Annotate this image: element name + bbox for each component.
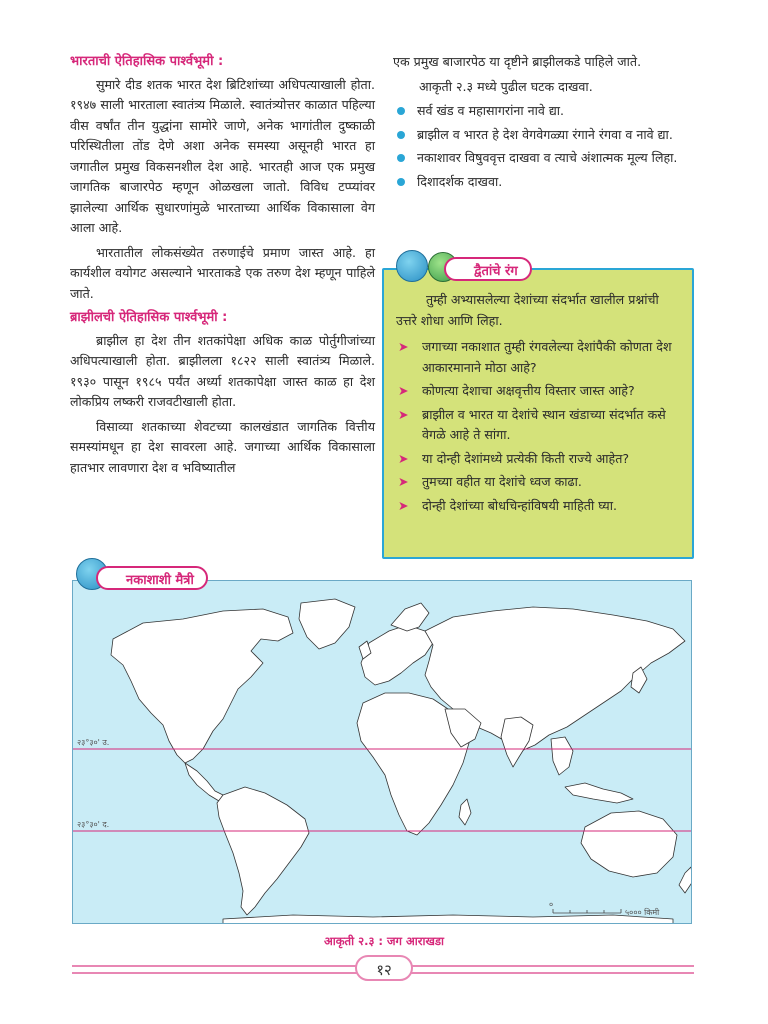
india-paragraph-1: सुमारे दीड शतक भारत देश ब्रिटिशांच्या अधिपत्याखाली होता. १९४७ साली भारताला स्वातंत्र्य मिळाले. स्वातंत्र्योत्तर काळात पहिल्या वीस वर्षांत तीन युद्धांना सामोरे जाणे, अनेक भागांतील दुष्काळी परिस्थितीला तोंड देणे अशा अनेक समस्या असूनही भारत हा जगातील प्रमुख विकसनशील देश आहे. भारतही आज एक प्रमुख जागतिक बाजारपेठ म्हणून ओळखला जातो. विविध टप्प्यांवर झालेल्या आर्थिक सुधारणांमुळे भारताच्या आर्थिक विकासाला वेग आला आहे. xyxy=(70,76,375,235)
arrow-icon: ➤ xyxy=(398,474,409,489)
central-america-shape xyxy=(185,763,223,801)
bullet-dot-icon xyxy=(397,107,405,115)
continuation-text: एक प्रमुख बाजारपेठ या दृष्टीने ब्राझीलकडे पाहिले जाते. xyxy=(393,54,642,69)
australia-shape xyxy=(581,811,677,877)
arrow-icon: ➤ xyxy=(398,383,409,398)
new-zealand-shape xyxy=(679,867,692,893)
arrow-icon: ➤ xyxy=(398,450,409,466)
arrow-icon: ➤ xyxy=(398,406,409,422)
question-box-title: द्वैतांचे रंग xyxy=(444,257,532,281)
bullet-dot-icon xyxy=(397,154,405,162)
world-map-svg xyxy=(73,581,692,924)
madagascar-shape xyxy=(459,799,471,825)
south-america-shape xyxy=(217,787,309,915)
instruction-text: आकृती २.३ मध्ये पुढील घटक दाखवा. xyxy=(419,78,593,94)
southeast-asia-shape xyxy=(551,737,573,775)
question-list xyxy=(384,337,692,516)
list-item: ➤ या दोन्ही देशांमध्ये प्रत्येकी किती राज्ये आहेत? xyxy=(396,449,682,470)
bullet-dot-icon xyxy=(397,131,405,139)
latitude-label-north: २३°३०' उ. xyxy=(77,738,110,747)
left-column xyxy=(70,52,375,482)
task-list xyxy=(393,101,703,192)
list-item: ➤ जगाच्या नकाशात तुम्ही रंगवलेल्या देशांपैकी कोणता देश आकारमानाने मोठा आहे? xyxy=(398,339,672,375)
north-america-shape xyxy=(111,609,293,763)
list-item: ➤ कोणत्या देशाचा अक्षवृत्तीय विस्तार जास्त आहे? xyxy=(396,381,682,402)
europe-shape xyxy=(361,625,433,685)
map-section-title: नकाशाशी मैत्री xyxy=(96,566,208,590)
brazil-paragraph-2: विसाव्या शतकाच्या शेवटच्या कालखंडात जागतिक वित्तीय समस्यांमधून हा देश सावरला आहे. जगाच्या आर्थिक विकासाला हातभार लावणारा देश व भविष्यातील xyxy=(70,418,375,475)
brazil-paragraph-1: ब्राझील हा देश तीन शतकांपेक्षा अधिक काळ पोर्तुगीजांच्या अधिपत्याखाली होता. ब्राझीलला १८२२ साली स्वातंत्र्य मिळाले. १९३० पासून १९८५ पर्यंत अर्ध्या शतकापेक्षा जास्त काळ हा देश लोकप्रिय लष्करी राजवटीखाली होता. xyxy=(70,332,375,409)
figure-caption: आकृती २.३ : जग आराखडा xyxy=(323,934,445,948)
question-intro: तुम्ही अभ्यासलेल्या देशांच्या संदर्भात खालील प्रश्नांची उत्तरे शोधा आणि लिहा. xyxy=(396,292,659,328)
latitude-label-south: २३°३०' द. xyxy=(77,820,110,829)
bullet-dot-icon xyxy=(397,178,405,186)
scale-bar xyxy=(553,909,621,913)
brazil-heading: ब्राझीलची ऐतिहासिक पार्श्वभूमी : xyxy=(70,310,228,325)
scale-label-end: ५००० किमी xyxy=(625,908,660,917)
list-item: नकाशावर विषुववृत्त दाखवा व त्याचे अंशात्मक मूल्य लिहा. xyxy=(393,148,703,169)
globe-mascot-icon xyxy=(396,250,428,282)
page-number: १२ xyxy=(355,955,413,981)
right-column xyxy=(393,52,703,195)
list-item: दिशादर्शक दाखवा. xyxy=(393,172,703,193)
world-outline-map xyxy=(72,580,692,924)
arrow-icon: ➤ xyxy=(398,497,409,513)
india-heading: भारताची ऐतिहासिक पार्श्वभूमी : xyxy=(70,54,224,69)
arrow-icon: ➤ xyxy=(398,339,409,354)
list-item: ➤ ब्राझील व भारत या देशांचे स्थान खंडाच्या संदर्भात कसे वेगळे आहे ते सांगा. xyxy=(398,406,666,442)
question-box xyxy=(382,268,694,559)
scale-label-start: ० xyxy=(549,900,554,909)
list-item: सर्व खंड व महासागरांना नावे द्या. xyxy=(393,101,703,122)
india-shape xyxy=(501,717,533,767)
list-item: ➤ तुमच्या वहीत या देशांचे ध्वज काढा. xyxy=(396,472,682,493)
list-item: ब्राझील व भारत हे देश वेगवेगळ्या रंगाने रंगवा व नावे द्या. xyxy=(393,125,703,146)
list-item: ➤ दोन्ही देशांच्या बोधचिन्हांविषयी माहिती घ्या. xyxy=(396,496,682,517)
scandinavia-shape xyxy=(391,603,429,631)
indonesia-shape xyxy=(565,783,633,803)
india-paragraph-2: भारतातील लोकसंख्येत तरुणाईचे प्रमाण जास्त आहे. हा कार्यशील वयोगट असल्याने भारताकडे एक तरुण देश म्हणून पाहिले जाते. xyxy=(70,244,375,301)
antarctica-shape xyxy=(223,915,673,924)
greenland-shape xyxy=(299,599,355,649)
